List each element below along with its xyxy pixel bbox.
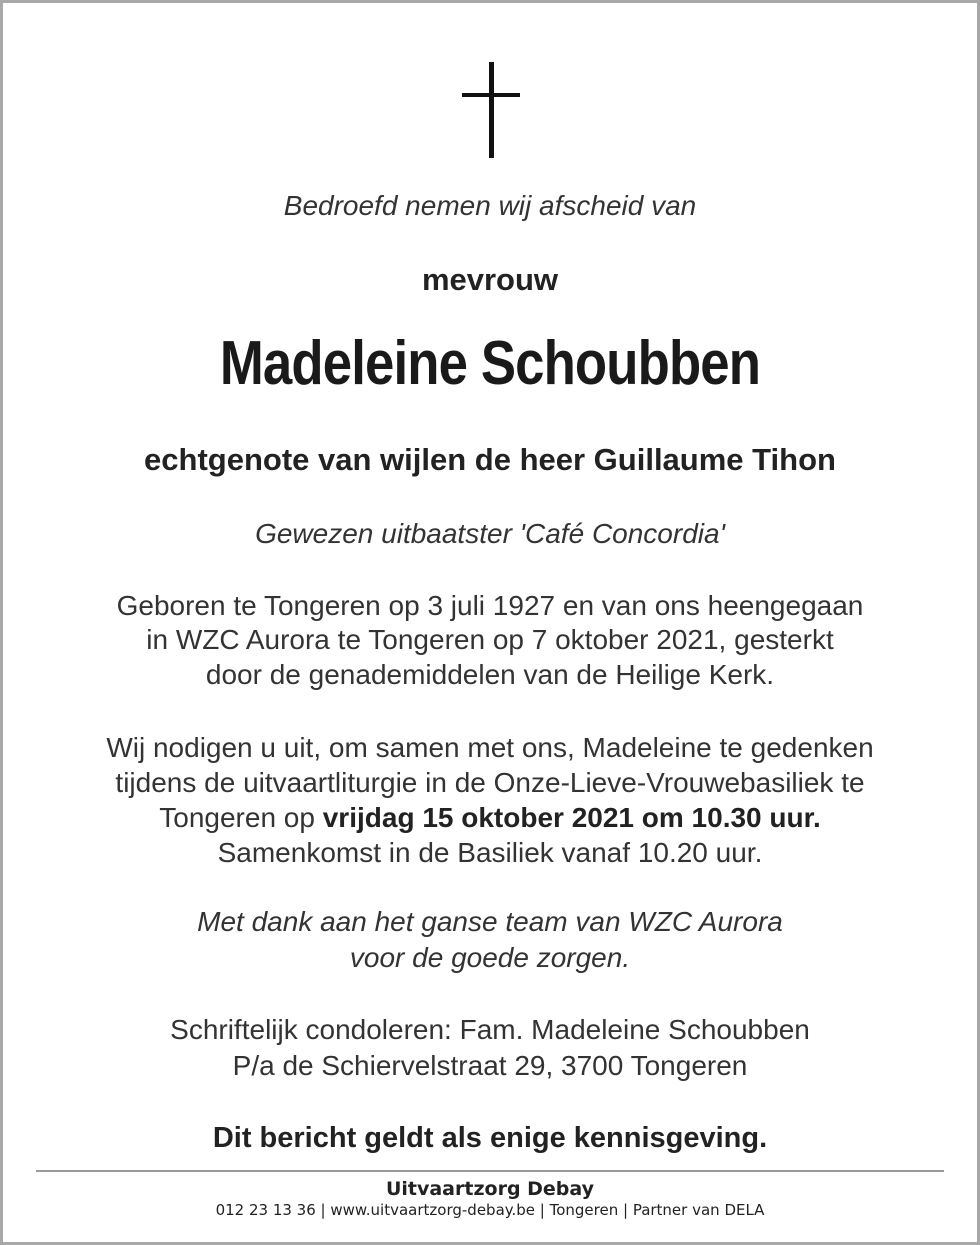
thanks-line-2: voor de goede zorgen. xyxy=(349,942,631,973)
notice-text: Dit bericht geldt als enige kennisgeving. xyxy=(212,1122,768,1154)
deceased-name: Madeleine Schoubben xyxy=(219,329,761,398)
birth-death-line-3: door de genademiddelen van de Heilige Kerk. xyxy=(205,659,775,690)
funeral-line-1: Wij nodigen u uit, om samen met ons, Madeleine te gedenken xyxy=(106,732,874,763)
honorific-title: mevrouw xyxy=(421,262,559,297)
funeral-line-2: tijdens de uitvaartliturgie in de Onze-Lieve-Vrouwebasiliek te xyxy=(115,767,865,798)
latin-cross-icon xyxy=(462,62,520,158)
spouse-line: echtgenote van wijlen de heer Guillaume Tihon xyxy=(144,442,836,477)
condolence-line-1: Schriftelijk condoleren: Fam. Madeleine Schoubben xyxy=(170,1014,810,1045)
cross-horizontal-bar xyxy=(462,93,520,97)
thanks-line-1: Met dank aan het ganse team van WZC Aurora xyxy=(197,906,783,937)
funeral-line-3-prefix: Tongeren op xyxy=(159,802,315,833)
funeral-date-time: vrijdag 15 oktober 2021 om 10.30 uur. xyxy=(322,802,821,833)
funeral-home-name: Uitvaartzorg Debay xyxy=(385,1178,595,1200)
funeral-line-3 xyxy=(0,802,980,834)
occupation-line: Gewezen uitbaatster 'Café Concordia' xyxy=(255,518,725,549)
funeral-line-4: Samenkomst in de Basiliek vanaf 10.20 uur. xyxy=(217,837,763,868)
birth-death-line-2: in WZC Aurora te Tongeren op 7 oktober 2021, gesterkt xyxy=(146,624,834,655)
intro-text: Bedroefd nemen wij afscheid van xyxy=(283,190,697,221)
footer-divider xyxy=(36,1170,944,1172)
birth-death-line-1: Geboren te Tongeren op 3 juli 1927 en van ons heengegaan xyxy=(116,590,864,621)
cross-vertical-bar xyxy=(489,62,494,158)
funeral-home-contact: 012 23 13 36 | www.uitvaartzorg-debay.be | Tongeren | Partner van DELA xyxy=(215,1201,765,1219)
condolence-line-2: P/a de Schiervelstraat 29, 3700 Tongeren xyxy=(232,1050,748,1081)
